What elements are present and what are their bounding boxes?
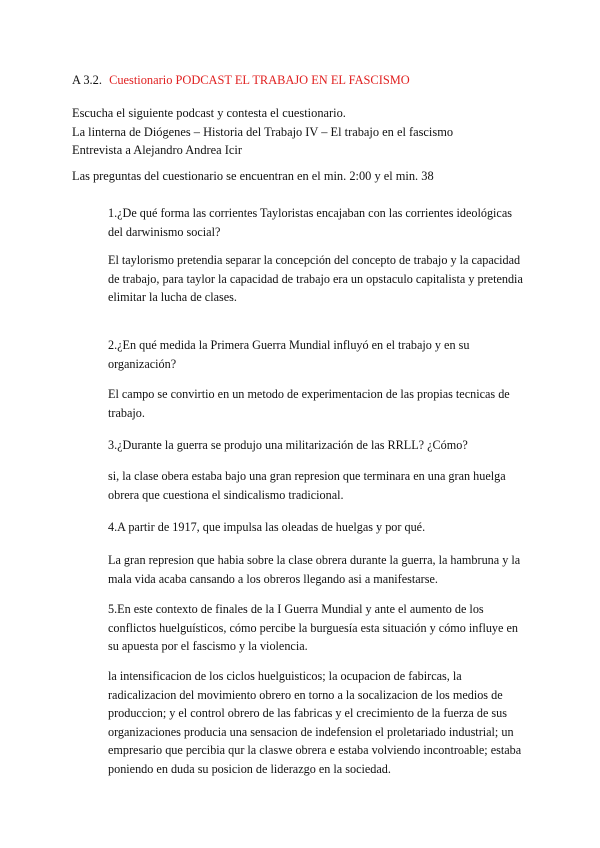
answer-4: La gran represion que habia sobre la clase obrera durante la guerra, la hambruna y la mala vida acaba cansando a los obreros llegando asi a manifestarse. — [108, 553, 521, 586]
question-4: 4.A partir de 1917, que impulsa las oleadas de huelgas y por qué. — [108, 520, 426, 534]
answer-1: El taylorismo pretendia separar la concepción del concepto de trabajo y la capacidad de trabajo, para taylor la capacidad de trabajo era un opstaculo capitalista y pretendia elimitar la lucha de clases. — [108, 253, 523, 304]
document-heading — [72, 73, 410, 88]
intro-line-3: Entrevista a Alejandro Andrea Icir — [72, 143, 242, 157]
heading-number: A 3.2. — [72, 73, 102, 87]
intro-line-4: Las preguntas del cuestionario se encuentran en el min. 2:00 y el min. 38 — [72, 169, 434, 183]
answer-5: la intensificacion de los ciclos huelguisticos; la ocupacion de fabircas, la radicalizacion del movimiento obrero en torno a la socalizacion de los medios de produccion; y el control obrero de las fabricas y el crecimiento de la fuerza de sus organizaciones producia una sensacion de indefension el proletariado industrial; un empresario que percibia qur la claswe obrera e estaba volviendo incontroable; estaba poniendo en duda su posicion de liderazgo en la sociedad. — [108, 669, 522, 776]
intro-line-2: La linterna de Diógenes – Historia del Trabajo IV – El trabajo en el fascismo — [72, 125, 454, 139]
question-2: 2.¿En qué medida la Primera Guerra Mundial influyó en el trabajo y en su organización? — [108, 338, 470, 371]
question-3: 3.¿Durante la guerra se produjo una militarización de las RRLL? ¿Cómo? — [108, 438, 468, 452]
answer-3: si, la clase obera estaba bajo una gran represion que terminara en una gran huelga obrera que cuestiona el sindicalismo tradicional. — [108, 469, 506, 502]
intro-line-1: Escucha el siguiente podcast y contesta el cuestionario. — [72, 106, 346, 120]
answer-2: El campo se convirtio en un metodo de experimentacion de las propias tecnicas de trabajo. — [108, 387, 510, 420]
heading-title: Cuestionario PODCAST EL TRABAJO EN EL FASCISMO — [109, 73, 410, 87]
question-5: 5.En este contexto de finales de la I Guerra Mundial y ante el aumento de los conflictos huelguísticos, cómo percibe la burguesía esta situación y cómo influye en su apuesta por el fascismo y la violencia. — [108, 602, 518, 653]
question-1: 1.¿De qué forma las corrientes Tayloristas encajaban con las corrientes ideológicas del darwinismo social? — [108, 206, 512, 239]
